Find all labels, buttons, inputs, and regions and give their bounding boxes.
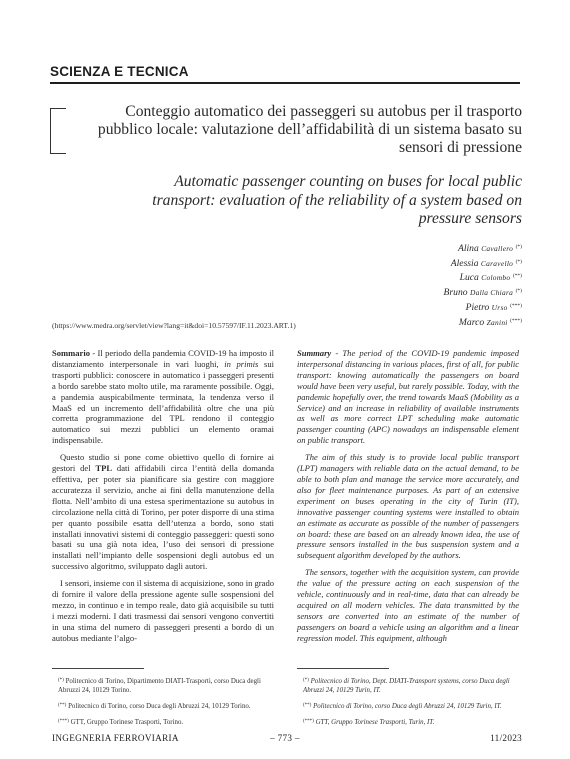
- footnote-divider: [52, 668, 144, 669]
- issue-number: 11/2023: [490, 733, 522, 743]
- author-list: [444, 241, 522, 329]
- doi-link[interactable]: (https://www.medra.org/servlet/view?lang=it&doi=10.57597/IF.11.2023.ART.1): [52, 321, 296, 330]
- abstract-english: [297, 348, 519, 650]
- author: Alessia Caravello (*): [450, 257, 522, 269]
- abstract-paragraph: Sommario - Il periodo della pandemia COVID-19 ha imposto il distanziamento interpersonale in vari luoghi, in primis sui trasporti pubblici: conoscere in automatico i passeggeri presenti a bordo sarebbe stato molto utile, ma raramente possibile. Oggi, a pandemia auspicabilmente terminata, la tendenza verso il MaaS ed un incremento dell’affidabilità oltre che una più corretta programmazione del TPL rendono il conteggio automatico sui mezzi pubblici un elemento oramai indispensabile.: [52, 348, 274, 446]
- footnote: (*) Politecnico di Torino, Dipartimento DIATI-Trasporti, corso Duca degli Abruzzi 24, 10129 Torino.: [58, 678, 261, 694]
- section-title: SCIENZA E TECNICA: [50, 64, 189, 79]
- author: Marco Zanini (***): [458, 316, 522, 328]
- author: Alina Cavallero (*): [457, 243, 522, 254]
- abstract-paragraph: Summary - The period of the COVID-19 pandemic imposed interpersonal distancing in various places, first of all, for public transport: knowing automatically the passengers on board would have been very useful, but rarely possible. Today, with the pandemic hopefully over, the trend towards MaaS (Mobility as a Service) and an increase in reliability of available instruments as well as more correct LPT scheduling make automatic passenger counting (APC) nowadays an indispensable element on public transport.: [297, 348, 519, 446]
- footnote: (**) Politecnico di Torino, corso Duca degli Abruzzi 24, 10129 Torino.: [58, 703, 251, 710]
- author: Bruno Dalla Chiara (*): [443, 287, 522, 299]
- footnotes-english: [297, 676, 519, 733]
- abstract-italian: [52, 348, 274, 650]
- page-number: – 773 –: [270, 733, 300, 743]
- article-title-english: Automatic passenger counting on buses for local public transport: evaluation of the reliability of a system based on pressure sensors: [152, 173, 522, 227]
- footnote: (*) Politecnico di Torino, Dept. DIATI-Transport systems, corso Duca degli Abruzzi 24, 10129 Turin, IT.: [303, 678, 510, 694]
- footnotes-italian: [52, 676, 274, 733]
- section-divider: [50, 82, 520, 84]
- journal-name: INGEGNERIA FERROVIARIA: [52, 733, 179, 743]
- footnote: (**) Politecnico di Torino, corso Duca degli Abruzzi 24, 10129 Turin, IT.: [303, 703, 502, 710]
- abstract-paragraph: The aim of this study is to provide local public transport (LPT) managers with reliable data on the actual demand, to be able to both plan and manage the service more accurately, and also for fleet maintenance purposes. As part of an extensive experiment on buses operating in the city of Turin (IT), innovative passenger counting systems were installed to obtain an estimate as accurate as possible of the number of passengers on board: these are based on an already known idea, the use of pressure sensors installed in the bus suspension system and a subsequent algorithm developed by the authors.: [297, 452, 519, 561]
- abstract-paragraph: The sensors, together with the acquisition system, can provide the value of the pressure acting on each suspension of the vehicle, continuously and in real-time, data that can already be acquired on all modern vehicles. The data transmitted by the sensors are converted into an estimate of the number of passengers on board a vehicle using an algorithm and a linear regression model. This equipment, although: [297, 567, 519, 643]
- footnote: (***) GTT, Gruppo Torinese Trasporti, Turin, IT.: [303, 719, 435, 726]
- author: Pietro Urso (***): [465, 301, 522, 313]
- title-bracket-ornament: [50, 108, 66, 154]
- author: Luca Colombo (**): [459, 272, 522, 284]
- article-title-italian: Conteggio automatico dei passeggeri su autobus per il trasporto pubblico locale: valutazione dell’affidabilità di un sistema basato su sensori di pressione: [97, 103, 522, 156]
- footnote-divider: [297, 668, 389, 669]
- abstract-paragraph: Questo studio si pone come obiettivo quello di fornire ai gestori del TPL dati affidabili circa l’entità della domanda effettiva, per poter sia pianificare sia gestire con maggiore accuratezza il servizio, anche ai fini della manutenzione della flotta. Nell’ambito di una estesa sperimentazione su autobus in circolazione nella città di Torino, per poter disporre di una stima per quanto possibile esatta dell’utenza a bordo, sono stati installati innovativi sistemi di conteggio passeggeri: questi sono basati su una già nota idea, l’uso dei sensori di pressione installati nell’impianto delle sospensioni degli autobus ed un successivo algoritmo, sviluppato dagli autori.: [52, 452, 274, 572]
- footnote: (***) GTT, Gruppo Torinese Trasporti, Torino.: [58, 719, 184, 726]
- abstract-paragraph: I sensori, insieme con il sistema di acquisizione, sono in grado di fornire il valore della pressione agente sulle sospensioni del mezzo, in continuo e in tempo reale, dato già acquisibile su tutti i mezzi moderni. I dati trasmessi dai sensori vengono convertiti in una stima del numero di passeggeri presenti a bordo di un autobus mediante l’algo-: [52, 578, 274, 643]
